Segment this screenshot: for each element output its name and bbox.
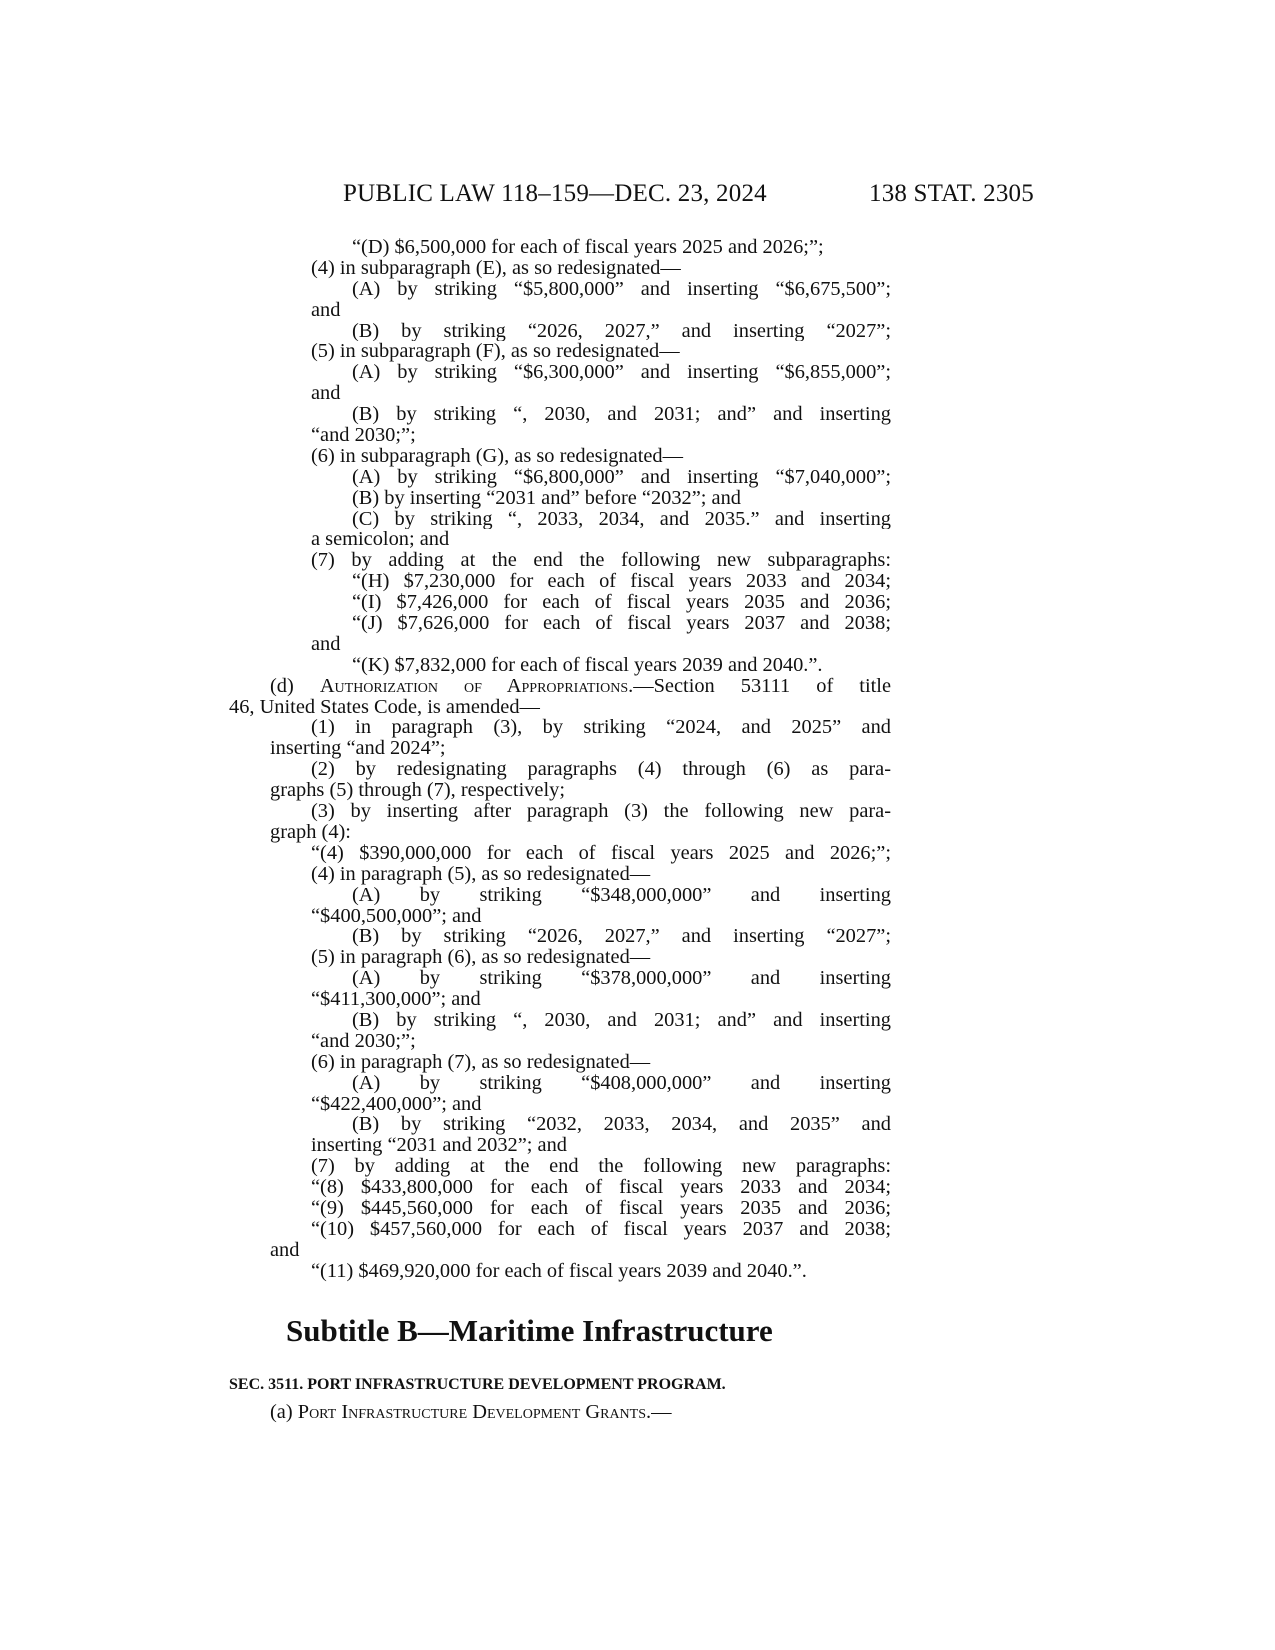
text-line: “(J) $7,626,000 for each of fiscal years 2037 and 2038;	[352, 613, 891, 634]
text-line: “(9) $445,560,000 for each of fiscal years 2035 and 2036;	[311, 1197, 891, 1219]
text-line: “(I) $7,426,000 for each of fiscal years 2035 and 2036;	[352, 592, 891, 614]
text-line: and	[270, 1238, 300, 1261]
text-line: “and 2030;”;	[311, 1029, 416, 1052]
text-line: (C) by striking “, 2033, 2034, and 2035.” and inserting	[352, 508, 891, 530]
text-line: “(8) $433,800,000 for each of fiscal years 2033 and 2034;	[311, 1177, 891, 1198]
text-line: (A) by striking “$6,800,000” and inserting “$7,040,000”;	[352, 466, 891, 488]
text-line: (2) by redesignating paragraphs (4) through (6) as para-	[311, 759, 891, 781]
text-line-subsection-d	[229, 676, 891, 697]
text-line: (B) by inserting “2031 and” before “2032”; and	[352, 486, 741, 509]
text-line: (1) in paragraph (3), by striking “2024, and 2025” and	[311, 717, 891, 739]
text-line: “(11) $469,920,000 for each of fiscal years 2039 and 2040.”.	[311, 1259, 807, 1282]
subsection-d-text: —Section 53111 of title	[633, 675, 891, 697]
text-line: a semicolon; and	[311, 528, 450, 551]
body-text	[229, 237, 891, 1282]
text-line: “$422,400,000”; and	[311, 1092, 482, 1115]
text-line: (4) in paragraph (5), as so redesignated—	[311, 862, 651, 885]
subsection-a-dash: —	[651, 1401, 672, 1423]
text-line: inserting “2031 and 2032”; and	[311, 1134, 567, 1157]
text-line: (6) in paragraph (7), as so redesignated—	[311, 1050, 651, 1073]
text-line: “(K) $7,832,000 for each of fiscal years 2039 and 2040.”.	[352, 653, 823, 676]
text-line: (B) by striking “2032, 2033, 2034, and 2035” and	[352, 1114, 891, 1136]
text-line: “and 2030;”;	[311, 424, 416, 447]
subsection-a-label: (a)	[270, 1401, 298, 1423]
text-line: (B) by striking “, 2030, and 2031; and” and inserting	[352, 404, 891, 426]
text-line: (6) in subparagraph (G), as so redesignated—	[311, 444, 684, 467]
text-line: (A) by striking “$5,800,000” and inserting “$6,675,500”;	[352, 278, 891, 300]
text-line: graphs (5) through (7), respectively;	[270, 779, 566, 802]
text-line: and	[311, 298, 341, 321]
subsection-d-label: (d)	[270, 675, 320, 697]
text-line: and	[311, 382, 341, 405]
subsection-a-title: Port Infrastructure Development Grants.	[297, 1401, 652, 1423]
text-line: (A) by striking “$378,000,000” and inserting	[352, 968, 891, 990]
text-line: (A) by striking “$408,000,000” and inserting	[352, 1072, 891, 1094]
running-header-title: PUBLIC LAW 118–159—DEC. 23, 2024	[343, 180, 767, 207]
text-line: “(10) $457,560,000 for each of fiscal years 2037 and 2038;	[311, 1218, 891, 1240]
running-header-page-number: 138 STAT. 2305	[869, 180, 1034, 207]
text-line: “(4) $390,000,000 for each of fiscal years 2025 and 2026;”;	[311, 842, 891, 864]
subsection-d-heading: Authorization of Appropriations.	[319, 675, 634, 697]
subtitle-heading: Subtitle B—Maritime Infrastructure	[286, 1313, 773, 1348]
text-line: (3) by inserting after paragraph (3) the following new para-	[311, 801, 891, 822]
text-line: (B) by striking “2026, 2027,” and inserting “2027”;	[352, 926, 891, 948]
text-line: (7) by adding at the end the following new paragraphs:	[311, 1156, 891, 1178]
text-line: “$400,500,000”; and	[311, 904, 482, 927]
section-heading: SEC. 3511. PORT INFRASTRUCTURE DEVELOPMENT PROGRAM.	[229, 1376, 726, 1393]
text-line: (5) in paragraph (6), as so redesignated—	[311, 946, 651, 969]
text-line: (A) by striking “$6,300,000” and inserting “$6,855,000”;	[352, 362, 891, 384]
text-line: (A) by striking “$348,000,000” and inserting	[352, 884, 891, 906]
text-line: “(H) $7,230,000 for each of fiscal years 2033 and 2034;	[352, 571, 891, 593]
text-line: inserting “and 2024”;	[270, 737, 446, 760]
text-line: “(D) $6,500,000 for each of fiscal years 2025 and 2026;”;	[352, 236, 824, 258]
text-line: and	[311, 632, 341, 655]
text-line: graph (4):	[270, 820, 351, 843]
text-line: “$411,300,000”; and	[311, 988, 481, 1011]
text-line: (4) in subparagraph (E), as so redesignated—	[311, 256, 681, 279]
subsection-a-heading	[270, 1401, 672, 1424]
text-line: (5) in subparagraph (F), as so redesignated—	[311, 340, 680, 363]
text-line: 46, United States Code, is amended—	[229, 695, 540, 718]
text-line: (7) by adding at the end the following new subparagraphs:	[311, 550, 891, 572]
text-line: (B) by striking “2026, 2027,” and inserting “2027”;	[352, 320, 891, 342]
text-line: (B) by striking “, 2030, and 2031; and” and inserting	[352, 1009, 891, 1031]
